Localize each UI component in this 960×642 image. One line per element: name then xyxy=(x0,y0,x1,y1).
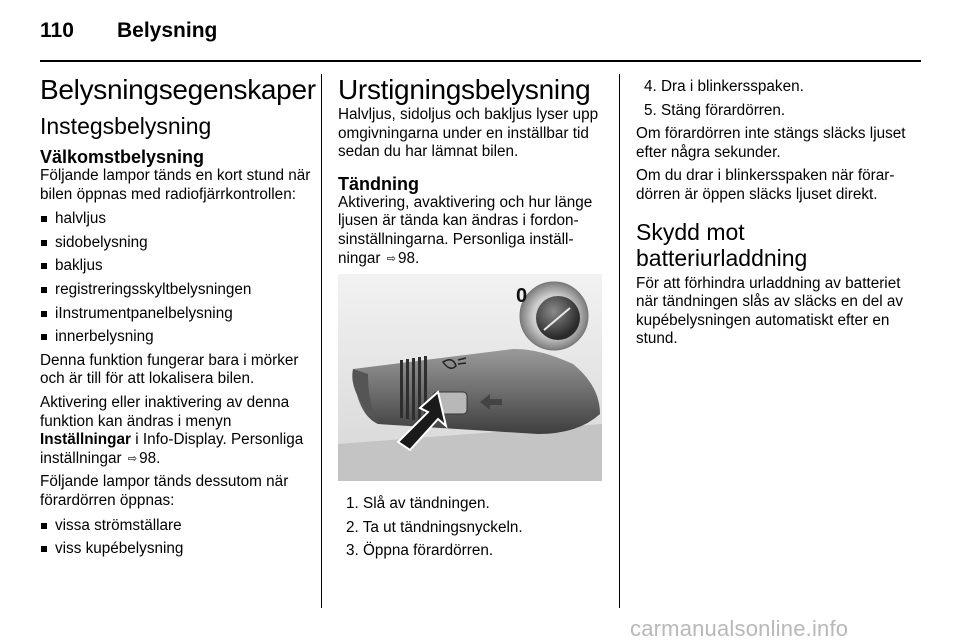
steps-list xyxy=(338,495,610,561)
battery-paragraph: För att förhindra urladdning av batteriet när tändningen slås av släcks en del av kupébelysningen automatiskt efter en stund. xyxy=(636,274,904,348)
section-heading: Instegsbelysning xyxy=(40,113,212,139)
subsection-heading: Välkomstbelysning xyxy=(40,147,205,167)
activation-paragraph: Aktivering eller inaktivering av denna funktion kan ändras i menyn Inställningar i Info-Display. Personliga inställningar ⇨ 98. xyxy=(40,393,304,467)
battery-heading-line-1: Skydd mot xyxy=(636,218,745,245)
list-item: registreringsskyltbelysningen xyxy=(40,281,312,300)
lever-paragraph: Om du drar i blinkersspaken när förardörren är öppen släcks ljuset direkt. xyxy=(636,167,895,203)
door-lamp-list xyxy=(40,517,312,559)
lamp-list xyxy=(40,210,312,347)
chapter-title: Belysning xyxy=(117,19,218,42)
list-item: halvljus xyxy=(40,210,312,229)
intro-paragraph: Följande lampor tänds en kort stund när bilen öppnas med radiofjärrkontrollen: xyxy=(40,167,311,203)
list-item: 2. Ta ut tändningsnyckeln. xyxy=(346,518,523,536)
works-paragraph: Denna funktion fungerar bara i mörker och är till för att lokalisera bilen. xyxy=(40,351,299,388)
door-open-paragraph: Om förardörren inte stängs släcks ljuset efter några sekunder. xyxy=(636,125,906,161)
column-2 xyxy=(338,74,610,566)
list-item: 4. Dra i blinkersspaken. xyxy=(644,78,804,95)
column-1 xyxy=(40,74,316,564)
column-divider-2 xyxy=(619,74,620,608)
exit-intro-paragraph: Halvljus, sidoljus och bakljus lyser upp omgivningarna under en inställbar tid sedan du har lämnat bilen. xyxy=(338,106,599,161)
column-3 xyxy=(636,74,908,353)
page-reference-icon: ⇨ xyxy=(127,452,138,465)
list-item: 3. Öppna förardörren. xyxy=(346,542,494,560)
watermark: carmanualsonline.info xyxy=(630,616,849,641)
header-rule xyxy=(40,60,921,62)
list-item: bakljus xyxy=(40,257,312,276)
list-item: vissa strömställare xyxy=(40,517,312,536)
page-number: 110 xyxy=(40,19,74,42)
ignition-paragraph: Aktivering, avaktivering och hur länge ljusen är tända kan ändras i fordonsinställningarna. Personliga inställningar ⇨ 98. xyxy=(338,193,593,267)
ignition-heading: Tändning xyxy=(338,173,419,194)
list-item: innerbelysning xyxy=(40,328,312,347)
battery-heading-line-2: batteriurladdning xyxy=(636,244,808,271)
main-heading: Belysningsegenskaper xyxy=(40,74,316,105)
turn-signal-lever-illustration xyxy=(338,274,602,481)
list-item: 5. Stäng förardörren. xyxy=(644,101,786,119)
list-item: iInstrumentpanelbelysning xyxy=(40,305,312,324)
page-reference-icon: ⇨ xyxy=(386,252,396,265)
list-item: viss kupébelysning xyxy=(40,540,312,559)
steps-list-continued xyxy=(636,78,908,120)
door-paragraph: Följande lampor tänds dessutom när förardörren öppnas: xyxy=(40,473,289,509)
exit-lighting-heading: Urstigningsbelysning xyxy=(338,74,591,105)
ignition-position-label: 0 xyxy=(516,285,528,308)
list-item: 1. Slå av tändningen. xyxy=(346,495,490,513)
list-item: sidobelysning xyxy=(40,234,312,253)
settings-menu-name: Inställningar xyxy=(40,431,131,449)
column-divider-1 xyxy=(321,74,322,608)
